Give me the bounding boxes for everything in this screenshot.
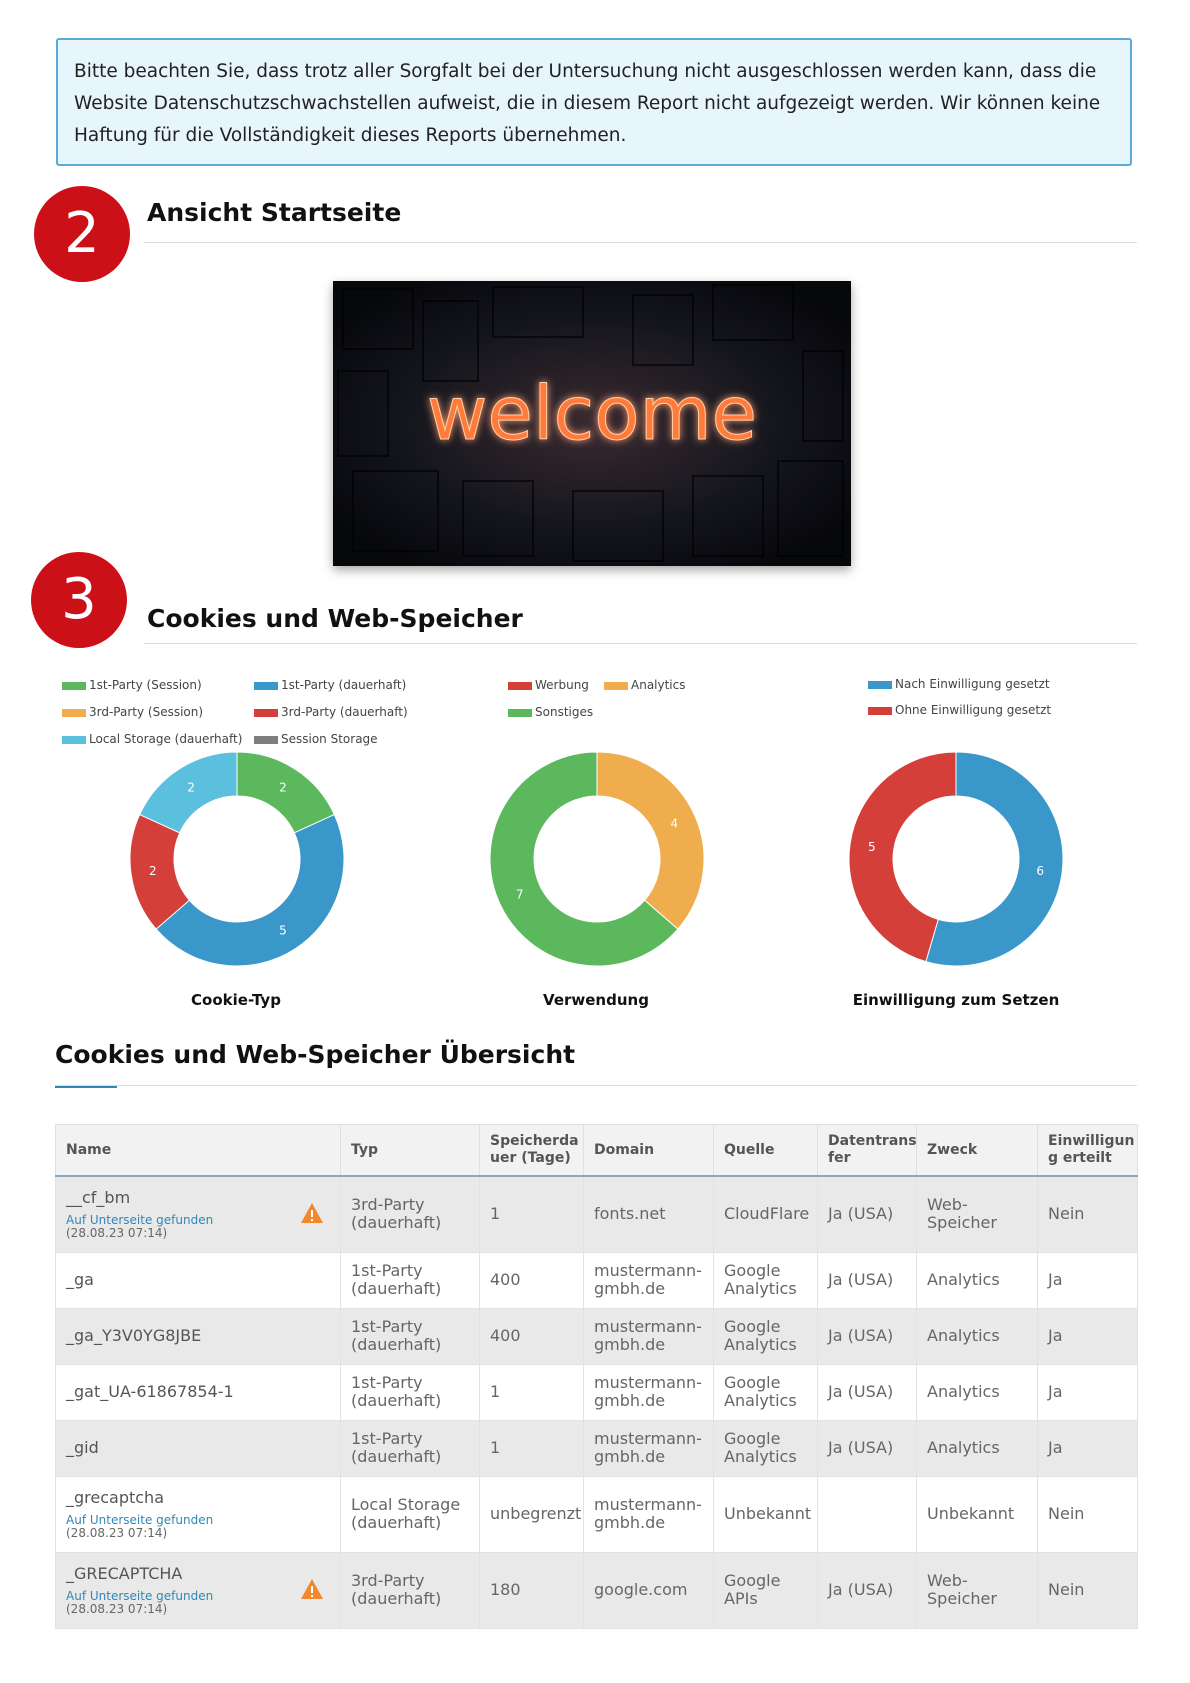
cell-zweck: Web-Speicher (917, 1176, 1038, 1252)
legend-label: 1st-Party (Session) (89, 678, 202, 692)
cell-einwilligung: Nein (1038, 1176, 1138, 1252)
cell-einwilligung: Nein (1038, 1552, 1138, 1628)
legend-item (62, 678, 202, 692)
notice-line-2: Website Datenschutzschwachstellen aufweist, die in diesem Report nicht aufgezeigt werden. Wir können keine (74, 93, 1101, 114)
legend-label: Analytics (631, 678, 686, 692)
cell-typ: 3rd-Party (dauerhaft) (341, 1176, 480, 1252)
cell-domain: mustermann-gmbh.de (584, 1420, 714, 1476)
section-title-startseite: Ansicht Startseite (147, 198, 402, 227)
cell-quelle: CloudFlare (714, 1176, 818, 1252)
cell-domain: mustermann-gmbh.de (584, 1252, 714, 1308)
donut-slice (597, 752, 704, 929)
cell-zweck: Analytics (917, 1364, 1038, 1420)
cell-typ: 1st-Party (dauerhaft) (341, 1364, 480, 1420)
cell-dauer: unbegrenzt (480, 1476, 584, 1552)
legend-label: Local Storage (dauerhaft) (89, 732, 243, 746)
cell-einwilligung: Ja (1038, 1364, 1138, 1420)
legend-label: Werbung (535, 678, 589, 692)
disclaimer-notice (56, 38, 1132, 166)
legend-label: Session Storage (281, 732, 378, 746)
overview-accent-line (55, 1086, 117, 1088)
cell-name (56, 1364, 341, 1420)
warning-icon (300, 1578, 324, 1600)
cell-dauer: 1 (480, 1364, 584, 1420)
cell-transfer: Ja (USA) (818, 1364, 917, 1420)
table-row (56, 1308, 1138, 1364)
cell-zweck: Analytics (917, 1252, 1038, 1308)
legend-item (868, 677, 1050, 691)
cell-zweck: Unbekannt (917, 1476, 1038, 1552)
legend-swatch (62, 736, 86, 744)
cell-transfer: Ja (USA) (818, 1252, 917, 1308)
cookie-name: _gid (66, 1438, 99, 1457)
chart-title-einwilligung: Einwilligung zum Setzen (852, 991, 1060, 1009)
legend-swatch (254, 682, 278, 690)
cell-name (56, 1252, 341, 1308)
cell-dauer: 400 (480, 1252, 584, 1308)
donut-slice-label: 2 (279, 780, 287, 795)
table-row (56, 1364, 1138, 1420)
legend-label: Nach Einwilligung gesetzt (895, 677, 1050, 691)
cell-typ: Local Storage (dauerhaft) (341, 1476, 480, 1552)
table-row (56, 1420, 1138, 1476)
cell-zweck: Analytics (917, 1308, 1038, 1364)
cookie-name: _GRECAPTCHA (66, 1563, 183, 1583)
cell-dauer: 1 (480, 1420, 584, 1476)
warning-icon (300, 1202, 324, 1224)
cell-quelle: Google Analytics (714, 1364, 818, 1420)
legend-item (254, 732, 378, 746)
donut-chart-einwilligung (849, 752, 1063, 966)
cell-transfer (818, 1476, 917, 1552)
donut-slice-label: 5 (868, 839, 876, 854)
cookie-name: _grecaptcha (66, 1487, 164, 1507)
overview-title: Cookies und Web-Speicher Übersicht (55, 1040, 576, 1069)
step-number-badge: 2 (34, 186, 130, 282)
donut-slice-label: 5 (279, 923, 287, 938)
legend-swatch (254, 736, 278, 744)
legend-swatch (508, 709, 532, 717)
legend-item (508, 705, 593, 719)
legend-label: Ohne Einwilligung gesetzt (895, 703, 1052, 717)
donut-slice-label: 7 (515, 887, 524, 902)
cell-quelle: Google Analytics (714, 1308, 818, 1364)
cell-dauer: 180 (480, 1552, 584, 1628)
cell-transfer: Ja (USA) (818, 1176, 917, 1252)
cell-quelle: Unbekannt (714, 1476, 818, 1552)
found-timestamp: (28.08.23 07:14) (66, 1225, 168, 1240)
table-row (56, 1252, 1138, 1308)
cell-transfer: Ja (USA) (818, 1552, 917, 1628)
legend-item (604, 678, 686, 692)
legend-item (254, 705, 408, 719)
column-header: Einwilligun g erteilt (1038, 1125, 1138, 1177)
donut-slice-label: 2 (149, 864, 157, 879)
legend-swatch (868, 707, 892, 715)
table-row (56, 1552, 1138, 1628)
donut-chart-verwendung (490, 752, 704, 966)
legend-item (254, 678, 406, 692)
cell-domain: mustermann-gmbh.de (584, 1364, 714, 1420)
notice-line-3: Haftung für die Vollständigkeit dieses Reports übernehmen. (74, 125, 627, 146)
cookie-name: _ga (66, 1270, 94, 1289)
cell-name (56, 1420, 341, 1476)
chart-title-cookie-typ: Cookie-Typ (191, 991, 281, 1009)
found-timestamp: (28.08.23 07:14) (66, 1601, 168, 1616)
overview-divider (55, 1085, 1137, 1086)
legend-item (62, 705, 203, 719)
cell-dauer: 1 (480, 1176, 584, 1252)
column-header: Datentrans fer (818, 1125, 917, 1177)
legend-item (62, 732, 242, 746)
cell-name (56, 1552, 341, 1628)
legend-swatch (508, 682, 532, 690)
cell-einwilligung: Ja (1038, 1420, 1138, 1476)
cookie-name: _gat_UA-61867854-1 (66, 1382, 234, 1401)
cell-zweck: Web-Speicher (917, 1552, 1038, 1628)
legend-swatch (868, 681, 892, 689)
donut-slice-label: 6 (1036, 864, 1044, 879)
cell-einwilligung: Nein (1038, 1476, 1138, 1552)
hero-welcome-text: welcome (426, 371, 758, 457)
cell-transfer: Ja (USA) (818, 1308, 917, 1364)
cell-typ: 1st-Party (dauerhaft) (341, 1252, 480, 1308)
cell-quelle: Google APIs (714, 1552, 818, 1628)
cell-dauer: 400 (480, 1308, 584, 1364)
step-number-badge: 3 (31, 552, 127, 648)
cell-transfer: Ja (USA) (818, 1420, 917, 1476)
cell-typ: 3rd-Party (dauerhaft) (341, 1552, 480, 1628)
table-header-row (56, 1125, 1138, 1177)
cookie-name: __cf_bm (66, 1187, 131, 1207)
column-header: Quelle (714, 1125, 818, 1177)
legend-label: 3rd-Party (Session) (89, 705, 204, 719)
found-timestamp: (28.08.23 07:14) (66, 1525, 168, 1540)
donut-slice-label: 2 (187, 780, 195, 795)
cookies-table (55, 1124, 1138, 1629)
legend-item (868, 703, 1051, 717)
cell-typ: 1st-Party (dauerhaft) (341, 1308, 480, 1364)
legend-label: 3rd-Party (dauerhaft) (281, 705, 408, 719)
donut-slice-label: 4 (670, 816, 679, 831)
cell-domain: mustermann-gmbh.de (584, 1308, 714, 1364)
table-row (56, 1176, 1138, 1252)
cell-einwilligung: Ja (1038, 1252, 1138, 1308)
legend-swatch (62, 682, 86, 690)
legend-swatch (254, 709, 278, 717)
legend-label: 1st-Party (dauerhaft) (281, 678, 407, 692)
column-header: Domain (584, 1125, 714, 1177)
cell-quelle: Google Analytics (714, 1420, 818, 1476)
column-header: Typ (341, 1125, 480, 1177)
chart-title-verwendung: Verwendung (543, 991, 649, 1009)
notice-line-1: Bitte beachten Sie, dass trotz aller Sorgfalt bei der Untersuchung nicht ausgeschlossen werden kann, dass die (74, 61, 1097, 82)
found-on-subpage-link[interactable]: Auf Unterseite gefunden (66, 1212, 214, 1227)
section-divider (144, 643, 1137, 644)
found-on-subpage-link[interactable]: Auf Unterseite gefunden (66, 1512, 214, 1527)
cell-domain: google.com (584, 1552, 714, 1628)
homepage-screenshot (333, 281, 851, 566)
column-header: Name (56, 1125, 341, 1177)
cell-quelle: Google Analytics (714, 1252, 818, 1308)
cookie-name: _ga_Y3V0YG8JBE (66, 1326, 202, 1345)
cell-typ: 1st-Party (dauerhaft) (341, 1420, 480, 1476)
cell-name (56, 1476, 341, 1552)
column-header: Zweck (917, 1125, 1038, 1177)
section-title-cookies: Cookies und Web-Speicher (147, 604, 523, 633)
donut-chart-cookie-typ (130, 752, 344, 966)
legend-item (508, 678, 589, 692)
cell-domain: fonts.net (584, 1176, 714, 1252)
cell-name (56, 1308, 341, 1364)
cell-einwilligung: Ja (1038, 1308, 1138, 1364)
legend-swatch (604, 682, 628, 690)
column-header: Speicherda uer (Tage) (480, 1125, 584, 1177)
cell-zweck: Analytics (917, 1420, 1038, 1476)
table-row (56, 1476, 1138, 1552)
legend-swatch (62, 709, 86, 717)
donut-slice (156, 815, 344, 966)
legend-label: Sonstiges (535, 705, 594, 719)
cell-domain: mustermann-gmbh.de (584, 1476, 714, 1552)
found-on-subpage-link[interactable]: Auf Unterseite gefunden (66, 1588, 214, 1603)
section-divider (144, 242, 1137, 243)
cell-name (56, 1176, 341, 1252)
